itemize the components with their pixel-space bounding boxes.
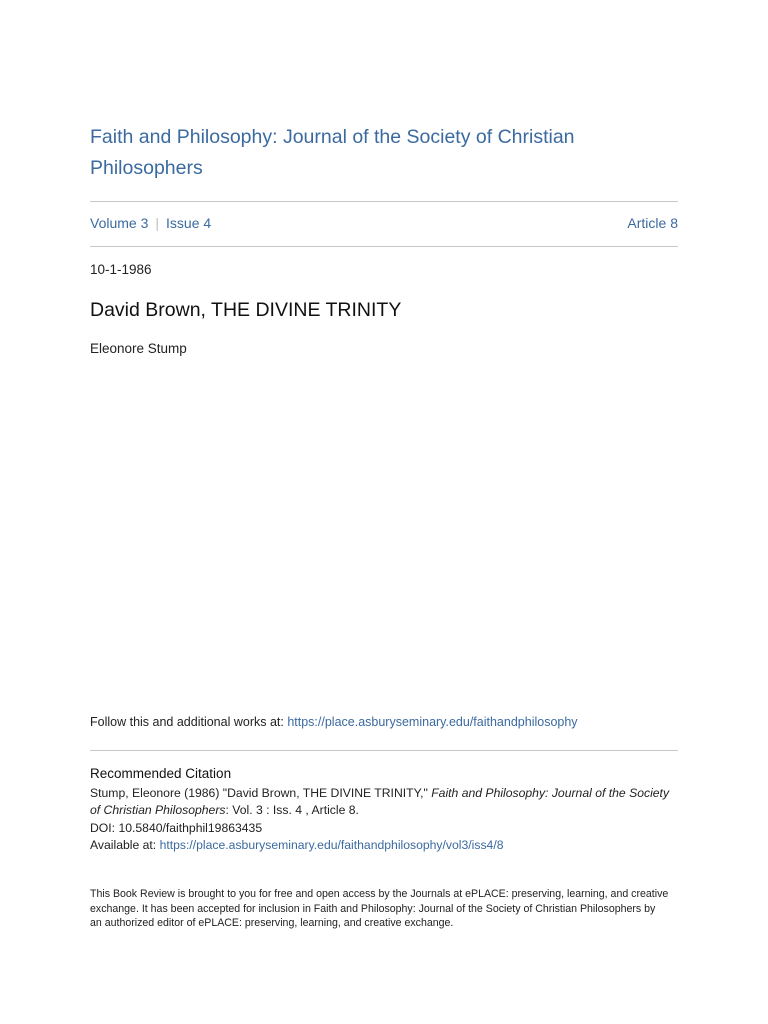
publication-date: 10-1-1986 <box>90 262 152 277</box>
citation-lead: Stump, Eleonore (1986) "David Brown, THE DIVINE TRINITY," <box>90 786 432 800</box>
top-divider <box>90 201 678 202</box>
follow-prefix: Follow this and additional works at: <box>90 715 288 729</box>
citation-doi: DOI: 10.5840/faithphil19863435 <box>90 820 263 835</box>
citation-block <box>90 785 678 854</box>
article-author: Eleonore Stump <box>90 341 187 356</box>
available-link[interactable]: https://place.asburyseminary.edu/faithandphilosophy/vol3/iss4/8 <box>159 837 504 852</box>
citation-divider <box>90 750 678 751</box>
access-notice: This Book Review is brought to you for free and open access by the Journals at ePLACE: preserving, learning, and creative exchange. It has been accepted for inclusion in Faith and Philosophy: Journal of the Society of Christian Philosophers by an authorized editor of ePLACE: preserving, learning, and creative exchange. <box>90 888 669 929</box>
recommended-citation-heading: Recommended Citation <box>90 766 232 781</box>
article-number-link[interactable]: Article 8 <box>627 215 678 231</box>
citation-journal: Faith and Philosophy: Journal of the Society of Christian Philosophers <box>90 786 670 818</box>
citation-text <box>90 785 678 820</box>
volume-link[interactable]: Volume 3 <box>90 215 149 231</box>
follow-link[interactable]: https://place.asburyseminary.edu/faithandphilosophy <box>287 715 578 729</box>
cover-page <box>90 0 678 1024</box>
article-title: David Brown, THE DIVINE TRINITY <box>90 299 402 321</box>
issue-divider <box>90 246 678 247</box>
issue-link[interactable]: Issue 4 <box>166 215 212 231</box>
citation-available <box>90 837 678 854</box>
journal-title-link[interactable]: Faith and Philosophy: Journal of the Society of Christian Philosophers <box>90 126 575 179</box>
available-prefix: Available at: <box>90 837 160 852</box>
follow-line <box>90 715 578 729</box>
citation-tail: : Vol. 3 : Iss. 4 , Article 8. <box>225 803 359 818</box>
issue-bar <box>90 213 678 233</box>
issue-separator: | <box>155 215 160 231</box>
